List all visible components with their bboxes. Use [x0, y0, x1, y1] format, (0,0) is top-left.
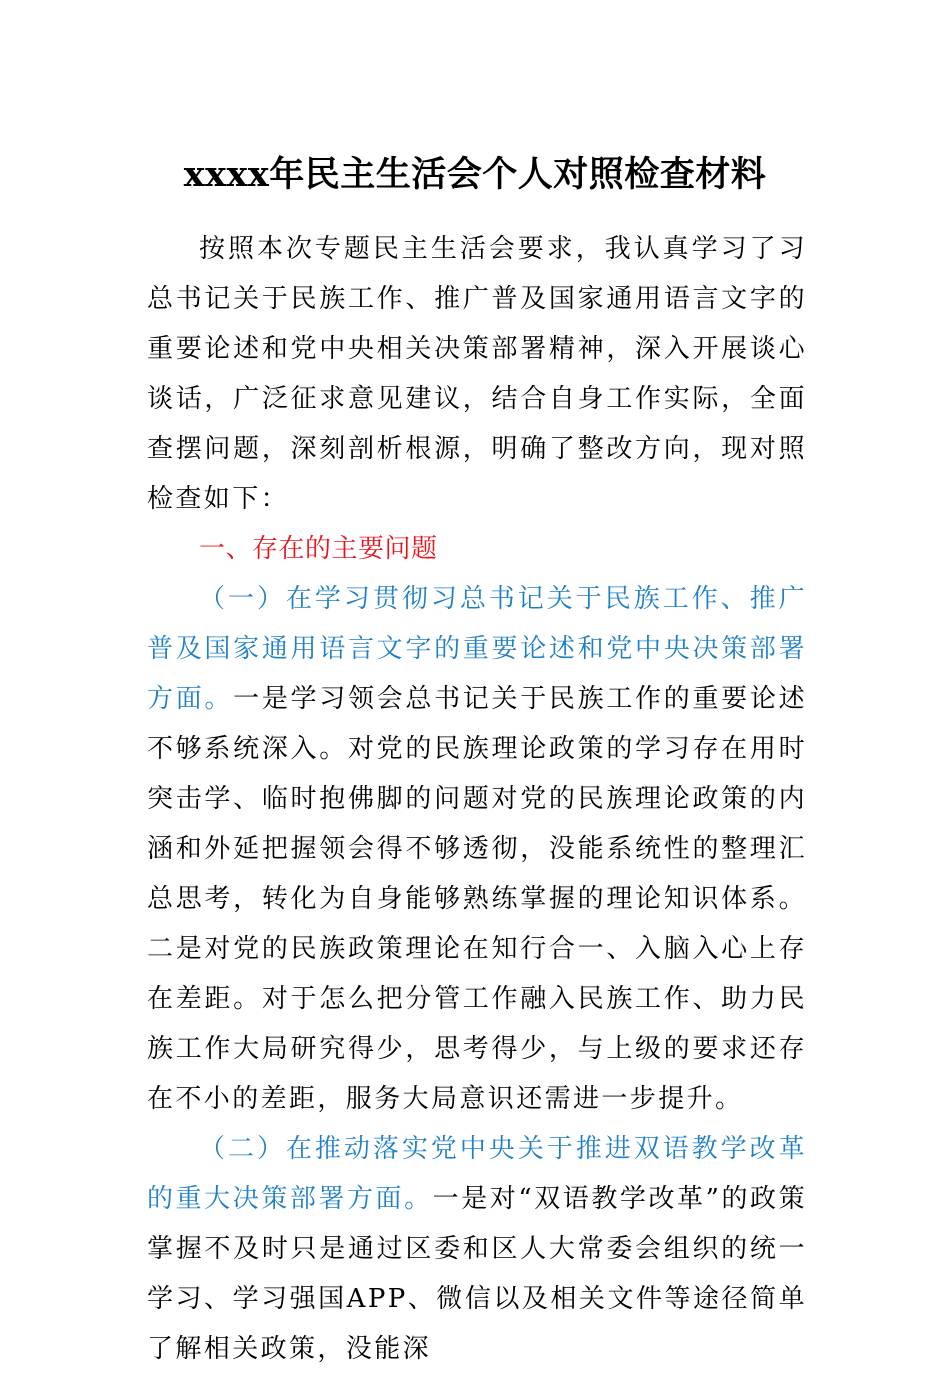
intro-paragraph: 按照本次专题民主生活会要求，我认真学习了习总书记关于民族工作、推广普及国家通用语言文字的重要论述和党中央相关决策部署精神，深入开展谈心谈话，广泛征求意见建议，结合自身工作实际，全面查摆问题，深刻剖析根源，明确了整改方向，现对照检查如下：: [147, 234, 807, 514]
subsection-1-paragraph: [147, 574, 807, 1124]
subsection-1-heading: （一）在学习贯彻习总书记关于民族工作、推广普及国家通用语言文字的重要论述和党中央决策部署方面。: [147, 584, 807, 714]
subsection-2-body: 一是对“双语教学改革”的政策掌握不及时只是通过区委和区人大常委会组织的统一学习、学习强国APP、微信以及相关文件等途径简单了解相关政策，没能深: [147, 1184, 807, 1364]
section-heading-problems: 一、存在的主要问题: [199, 534, 438, 564]
subsection-1-body: 一是学习领会总书记关于民族工作的重要论述不够系统深入。对党的民族理论政策的学习存在用时突击学、临时抱佛脚的问题对党的民族理论政策的内涵和外延把握领会得不够透彻，没能系统性的整理汇总思考，转化为自身能够熟练掌握的理论知识体系。二是对党的民族政策理论在知行合一、入脑入心上存在差距。对于怎么把分管工作融入民族工作、助力民族工作大局研究得少，思考得少，与上级的要求还存在不小的差距，服务大局意识还需进一步提升。: [147, 684, 807, 1114]
document-body: [147, 224, 807, 1374]
subsection-2-paragraph: [147, 1124, 807, 1374]
subsection-2-heading: （二）在推动落实党中央关于推进双语教学改革的重大决策部署方面。: [147, 1134, 807, 1214]
document-title: xxxx年民主生活会个人对照检查材料: [183, 154, 767, 195]
